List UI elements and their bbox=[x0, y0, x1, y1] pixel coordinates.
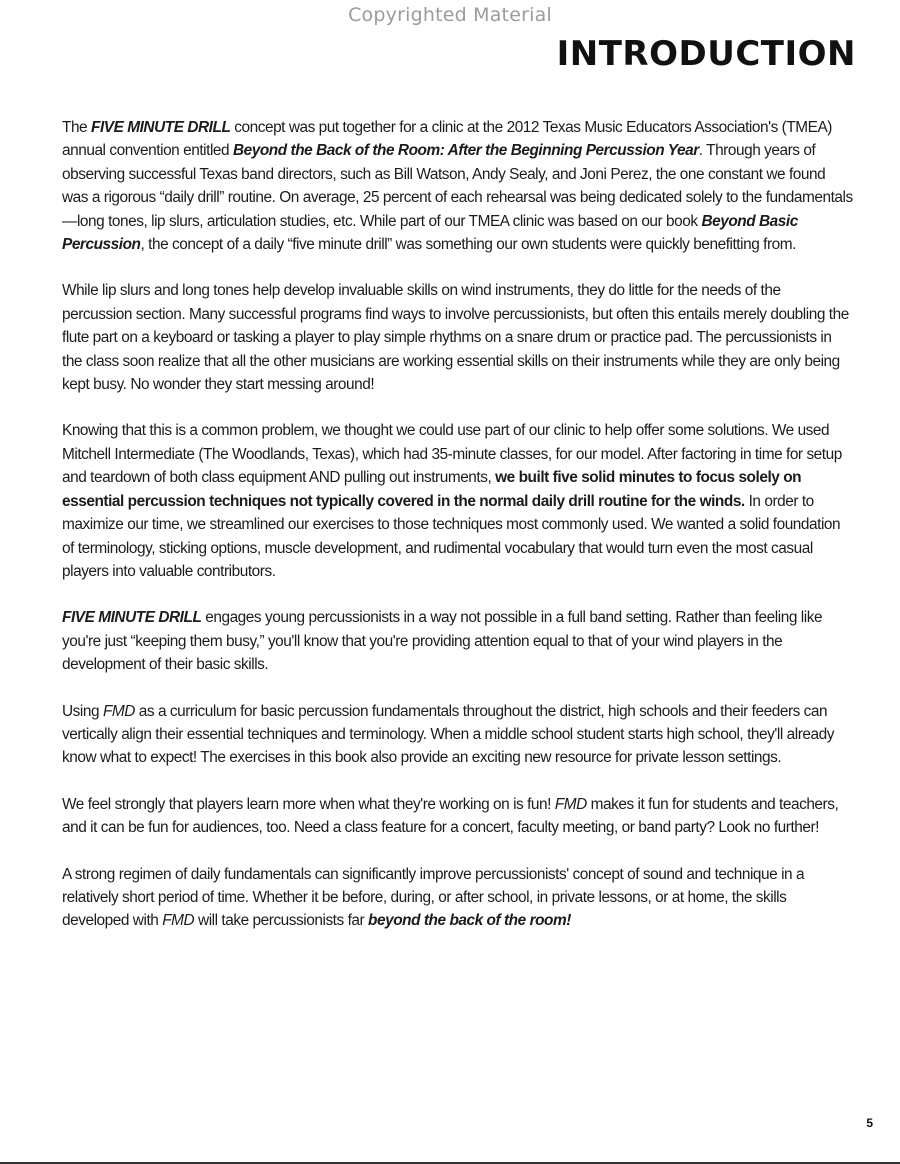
clinic-title-emphasis: Beyond the Back of the Room: After the Beginning Percussion Year bbox=[232, 142, 699, 160]
paragraph-5-text: as a curriculum for basic percussion fundamentals throughout the district, high schools and their feeders can vertically align their essential techniques and terminology. When a middle school student starts high school, they'll already know what to expect! The exercises in this book also provide an exciting new resource for private lesson settings. bbox=[62, 702, 834, 767]
paragraph-6-text: We feel strongly that players learn more when what they're working on is fun! bbox=[62, 795, 555, 813]
paragraph-6-text: makes it fun for students and teachers, and it can be fun for audiences, too. Need a class feature for a concert, faculty meeting, or band party? Look no further! bbox=[62, 795, 839, 837]
paragraph-3 bbox=[62, 419, 854, 583]
paragraph-4 bbox=[62, 606, 854, 676]
paragraph-5-text: Using bbox=[62, 702, 103, 720]
copyright-watermark: Copyrighted Material bbox=[348, 4, 552, 26]
paragraph-7-text: will take percussionists far bbox=[194, 912, 369, 930]
fmd-abbreviation: FMD bbox=[162, 912, 195, 930]
fmd-abbreviation: FMD bbox=[102, 702, 135, 720]
paragraph-1-text: concept was put together for a clinic at the 2012 Texas Music Educators Association's (TMEA) annual convention entitled bbox=[62, 119, 832, 160]
paragraph-1-text: , the concept of a daily “five minute drill” was something our own students were quickly benefitting from. bbox=[140, 236, 796, 254]
fmd-abbreviation: FMD bbox=[554, 795, 587, 813]
page-number: 5 bbox=[866, 1116, 873, 1130]
paragraph-5 bbox=[62, 700, 854, 770]
book-title-emphasis: FIVE MINUTE DRILL bbox=[91, 119, 231, 136]
paragraph-6 bbox=[62, 793, 854, 840]
paragraph-7-text: A strong regimen of daily fundamentals can significantly improve percussionists' concept of sound and technique in a relatively short period of time. Whether it be before, during, or after school, in private lessons, or at home, the skills developed with bbox=[62, 865, 805, 930]
paragraph-1 bbox=[62, 116, 854, 256]
paragraph-4-text: engages young percussionists in a way not possible in a full band setting. Rather than feeling like you're just “keeping them busy,” you'll know that you're providing attention equal to that of your wind players in the development of their basic skills. bbox=[62, 609, 823, 674]
paragraph-3-text: In order to maximize our time, we streamlined our exercises to those techniques most commonly used. We wanted a solid foundation of terminology, sticking options, muscle development, and rudimental vocabulary that would turn even the most casual players into valuable contributors. bbox=[62, 492, 841, 580]
book-title-emphasis: FIVE MINUTE DRILL bbox=[62, 609, 202, 627]
bold-emphasis: we built five solid minutes to focus solely on essential percussion techniques not typically covered in the normal daily drill routine for the winds. bbox=[62, 469, 802, 510]
book-title-emphasis: Beyond Basic Percussion bbox=[62, 212, 798, 254]
closing-emphasis: beyond the back of the room! bbox=[368, 912, 571, 930]
paragraph-7 bbox=[62, 863, 854, 933]
page-title: INTRODUCTION bbox=[556, 34, 856, 74]
paragraph-1-text: The bbox=[62, 119, 91, 136]
paragraph-3-text: Knowing that this is a common problem, we thought we could use part of our clinic to help offer some solutions. We used Mitchell Intermediate (The Woodlands, Texas), which had 35-minute classes, for our model. After factoring in time for setup and teardown of both class equipment AND pulling out instruments, bbox=[62, 422, 842, 487]
paragraph-1-text: . Through years of observing successful Texas band directors, such as Bill Watson, Andy Sealy, and Joni Perez, the one constant we found was a rigorous “daily drill” routine. On average, 25 percent of each rehearsal was being dedicated solely to the fundamentals—long tones, lip slurs, articulation studies, etc. While part of our TMEA clinic was based on our book bbox=[62, 142, 853, 230]
paragraph-2: While lip slurs and long tones help develop invaluable skills on wind instruments, they do little for the needs of the percussion section. Many successful programs find ways to involve percussionists, but often this entails merely doubling the flute part on a keyboard or tasking a player to play simple rhythms on a snare drum or practice pad. The percussionists in the class soon realize that all the other musicians are working essential skills on their instruments while they are only being kept busy. No wonder they start messing around! bbox=[62, 282, 849, 394]
body-text bbox=[62, 116, 854, 956]
